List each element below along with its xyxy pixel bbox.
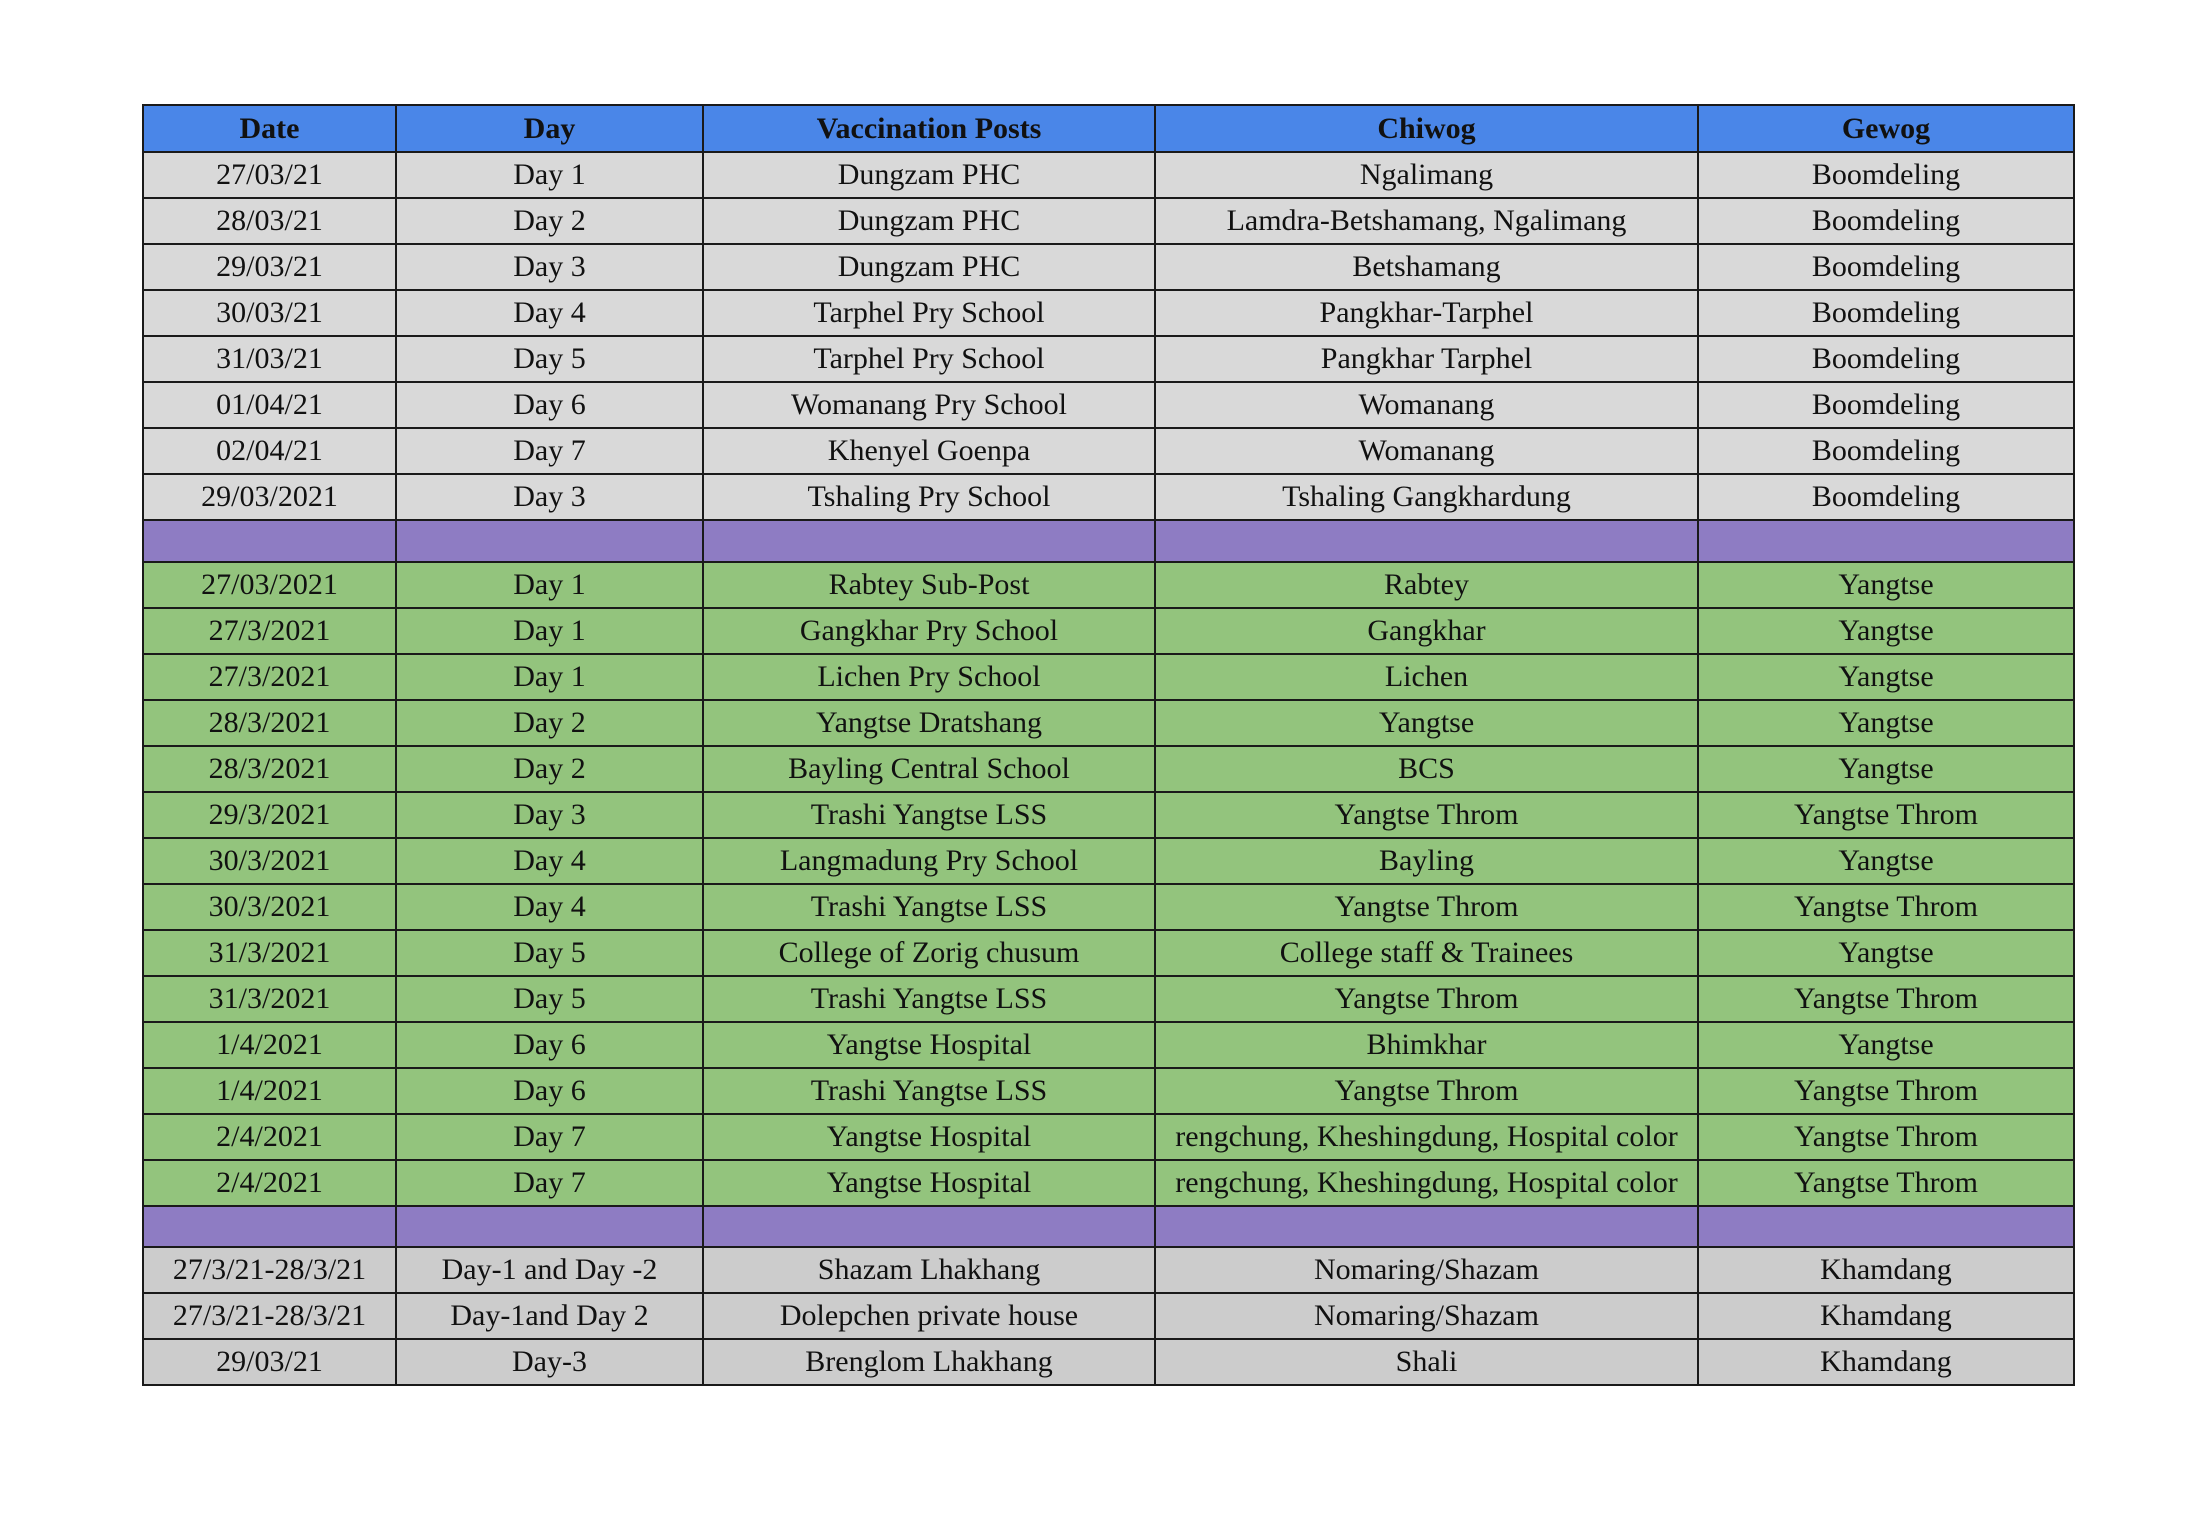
table-row — [143, 152, 2074, 198]
chiwog-cell: Yangtse — [1155, 700, 1698, 746]
table-row — [143, 930, 2074, 976]
table-row — [143, 608, 2074, 654]
table-row — [143, 474, 2074, 520]
day-cell: Day 6 — [396, 1022, 703, 1068]
table-row — [143, 244, 2074, 290]
day-cell: Day 4 — [396, 290, 703, 336]
gewog-cell: Yangtse Throm — [1698, 884, 2074, 930]
vaccination-post-cell: Brenglom Lhakhang — [703, 1339, 1155, 1385]
vaccination-post-cell: Trashi Yangtse LSS — [703, 884, 1155, 930]
chiwog-cell: Tshaling Gangkhardung — [1155, 474, 1698, 520]
day-cell: Day 2 — [396, 700, 703, 746]
chiwog-cell: Gangkhar — [1155, 608, 1698, 654]
gewog-cell: Boomdeling — [1698, 290, 2074, 336]
table-row — [143, 884, 2074, 930]
day-cell: Day 1 — [396, 562, 703, 608]
separator-cell — [1155, 520, 1698, 562]
vaccination-post-cell: Gangkhar Pry School — [703, 608, 1155, 654]
gewog-cell: Yangtse — [1698, 700, 2074, 746]
chiwog-cell: Ngalimang — [1155, 152, 1698, 198]
date-cell: 30/3/2021 — [143, 838, 396, 884]
day-cell: Day 3 — [396, 244, 703, 290]
date-cell: 2/4/2021 — [143, 1160, 396, 1206]
day-cell: Day 7 — [396, 1160, 703, 1206]
chiwog-cell: Pangkhar Tarphel — [1155, 336, 1698, 382]
gewog-cell: Yangtse — [1698, 746, 2074, 792]
gewog-cell: Boomdeling — [1698, 428, 2074, 474]
vaccination-post-cell: Shazam Lhakhang — [703, 1247, 1155, 1293]
table-row — [143, 976, 2074, 1022]
gewog-cell: Boomdeling — [1698, 474, 2074, 520]
table-row — [143, 562, 2074, 608]
vaccination-post-cell: Bayling Central School — [703, 746, 1155, 792]
date-cell: 1/4/2021 — [143, 1022, 396, 1068]
vaccination-post-cell: Lichen Pry School — [703, 654, 1155, 700]
chiwog-cell: Yangtse Throm — [1155, 792, 1698, 838]
day-cell: Day 2 — [396, 746, 703, 792]
vaccination-post-cell: Tarphel Pry School — [703, 336, 1155, 382]
date-cell: 27/3/2021 — [143, 654, 396, 700]
table-row — [143, 838, 2074, 884]
gewog-cell: Boomdeling — [1698, 336, 2074, 382]
gewog-cell: Khamdang — [1698, 1247, 2074, 1293]
day-cell: Day 3 — [396, 474, 703, 520]
header-chiwog: Chiwog — [1155, 105, 1698, 152]
gewog-cell: Yangtse Throm — [1698, 792, 2074, 838]
table-row — [143, 1339, 2074, 1385]
day-cell: Day 4 — [396, 838, 703, 884]
separator-cell — [143, 520, 396, 562]
chiwog-cell: Nomaring/Shazam — [1155, 1293, 1698, 1339]
chiwog-cell: Bayling — [1155, 838, 1698, 884]
separator-cell — [703, 1206, 1155, 1247]
vaccination-post-cell: Yangtse Hospital — [703, 1114, 1155, 1160]
gewog-cell: Yangtse — [1698, 1022, 2074, 1068]
vaccination-post-cell: Dungzam PHC — [703, 152, 1155, 198]
date-cell: 29/03/21 — [143, 244, 396, 290]
date-cell: 27/03/21 — [143, 152, 396, 198]
table-row — [143, 1022, 2074, 1068]
table-row — [143, 700, 2074, 746]
gewog-cell: Boomdeling — [1698, 198, 2074, 244]
date-cell: 31/3/2021 — [143, 930, 396, 976]
vaccination-post-cell: Trashi Yangtse LSS — [703, 1068, 1155, 1114]
vaccination-post-cell: Rabtey Sub-Post — [703, 562, 1155, 608]
table-body — [143, 152, 2074, 1385]
chiwog-cell: Yangtse Throm — [1155, 1068, 1698, 1114]
gewog-cell: Yangtse — [1698, 608, 2074, 654]
day-cell: Day 1 — [396, 654, 703, 700]
table-row — [143, 792, 2074, 838]
day-cell: Day 3 — [396, 792, 703, 838]
separator-cell — [396, 520, 703, 562]
chiwog-cell: Lichen — [1155, 654, 1698, 700]
chiwog-cell: Womanang — [1155, 428, 1698, 474]
vaccination-post-cell: Khenyel Goenpa — [703, 428, 1155, 474]
day-cell: Day 4 — [396, 884, 703, 930]
chiwog-cell: Yangtse Throm — [1155, 884, 1698, 930]
gewog-cell: Yangtse — [1698, 562, 2074, 608]
chiwog-cell: Pangkhar-Tarphel — [1155, 290, 1698, 336]
date-cell: 2/4/2021 — [143, 1114, 396, 1160]
chiwog-cell: Betshamang — [1155, 244, 1698, 290]
day-cell: Day 1 — [396, 608, 703, 654]
day-cell: Day 7 — [396, 428, 703, 474]
separator-cell — [143, 1206, 396, 1247]
gewog-cell: Yangtse — [1698, 930, 2074, 976]
header-vaccination-posts: Vaccination Posts — [703, 105, 1155, 152]
date-cell: 30/3/2021 — [143, 884, 396, 930]
date-cell: 31/3/2021 — [143, 976, 396, 1022]
vaccination-post-cell: Yangtse Dratshang — [703, 700, 1155, 746]
separator-cell — [1698, 1206, 2074, 1247]
chiwog-cell: Rabtey — [1155, 562, 1698, 608]
table-row — [143, 1114, 2074, 1160]
day-cell: Day 1 — [396, 152, 703, 198]
date-cell: 27/3/21-28/3/21 — [143, 1247, 396, 1293]
day-cell: Day-1 and Day -2 — [396, 1247, 703, 1293]
table-row — [143, 1247, 2074, 1293]
gewog-cell: Khamdang — [1698, 1293, 2074, 1339]
vaccination-schedule-table — [142, 104, 2075, 1386]
separator-cell — [703, 520, 1155, 562]
vaccination-post-cell: Trashi Yangtse LSS — [703, 792, 1155, 838]
date-cell: 28/3/2021 — [143, 746, 396, 792]
date-cell: 27/03/2021 — [143, 562, 396, 608]
date-cell: 31/03/21 — [143, 336, 396, 382]
vaccination-post-cell: Womanang Pry School — [703, 382, 1155, 428]
table-row — [143, 654, 2074, 700]
day-cell: Day-3 — [396, 1339, 703, 1385]
date-cell: 27/3/2021 — [143, 608, 396, 654]
table-row — [143, 746, 2074, 792]
date-cell: 29/3/2021 — [143, 792, 396, 838]
vaccination-post-cell: Langmadung Pry School — [703, 838, 1155, 884]
vaccination-post-cell: Dungzam PHC — [703, 198, 1155, 244]
group-separator-row — [143, 1206, 2074, 1247]
table-row — [143, 198, 2074, 244]
gewog-cell: Khamdang — [1698, 1339, 2074, 1385]
gewog-cell: Yangtse Throm — [1698, 1114, 2074, 1160]
date-cell: 28/3/2021 — [143, 700, 396, 746]
gewog-cell: Boomdeling — [1698, 244, 2074, 290]
table-row — [143, 1068, 2074, 1114]
vaccination-post-cell: Dungzam PHC — [703, 244, 1155, 290]
gewog-cell: Yangtse Throm — [1698, 1160, 2074, 1206]
table-row — [143, 428, 2074, 474]
day-cell: Day 6 — [396, 382, 703, 428]
chiwog-cell: Shali — [1155, 1339, 1698, 1385]
vaccination-post-cell: Yangtse Hospital — [703, 1160, 1155, 1206]
gewog-cell: Yangtse — [1698, 838, 2074, 884]
date-cell: 28/03/21 — [143, 198, 396, 244]
chiwog-cell: rengchung, Kheshingdung, Hospital color — [1155, 1114, 1698, 1160]
vaccination-post-cell: Yangtse Hospital — [703, 1022, 1155, 1068]
gewog-cell: Boomdeling — [1698, 382, 2074, 428]
day-cell: Day-1and Day 2 — [396, 1293, 703, 1339]
table-row — [143, 382, 2074, 428]
day-cell: Day 2 — [396, 198, 703, 244]
chiwog-cell: Bhimkhar — [1155, 1022, 1698, 1068]
separator-cell — [1155, 1206, 1698, 1247]
chiwog-cell: Lamdra-Betshamang, Ngalimang — [1155, 198, 1698, 244]
chiwog-cell: Yangtse Throm — [1155, 976, 1698, 1022]
vaccination-post-cell: Dolepchen private house — [703, 1293, 1155, 1339]
group-separator-row — [143, 520, 2074, 562]
vaccination-post-cell: Tarphel Pry School — [703, 290, 1155, 336]
table-row — [143, 290, 2074, 336]
date-cell: 29/03/21 — [143, 1339, 396, 1385]
gewog-cell: Boomdeling — [1698, 152, 2074, 198]
date-cell: 01/04/21 — [143, 382, 396, 428]
date-cell: 1/4/2021 — [143, 1068, 396, 1114]
header-date: Date — [143, 105, 396, 152]
table-row — [143, 1293, 2074, 1339]
date-cell: 02/04/21 — [143, 428, 396, 474]
gewog-cell: Yangtse — [1698, 654, 2074, 700]
header-row — [143, 105, 2074, 152]
chiwog-cell: BCS — [1155, 746, 1698, 792]
vaccination-post-cell: Trashi Yangtse LSS — [703, 976, 1155, 1022]
header-day: Day — [396, 105, 703, 152]
header-gewog: Gewog — [1698, 105, 2074, 152]
gewog-cell: Yangtse Throm — [1698, 976, 2074, 1022]
chiwog-cell: College staff & Trainees — [1155, 930, 1698, 976]
date-cell: 29/03/2021 — [143, 474, 396, 520]
chiwog-cell: rengchung, Kheshingdung, Hospital color — [1155, 1160, 1698, 1206]
day-cell: Day 5 — [396, 976, 703, 1022]
chiwog-cell: Nomaring/Shazam — [1155, 1247, 1698, 1293]
separator-cell — [1698, 520, 2074, 562]
vaccination-post-cell: College of Zorig chusum — [703, 930, 1155, 976]
table-row — [143, 1160, 2074, 1206]
chiwog-cell: Womanang — [1155, 382, 1698, 428]
day-cell: Day 5 — [396, 336, 703, 382]
date-cell: 30/03/21 — [143, 290, 396, 336]
day-cell: Day 7 — [396, 1114, 703, 1160]
day-cell: Day 5 — [396, 930, 703, 976]
separator-cell — [396, 1206, 703, 1247]
table-row — [143, 336, 2074, 382]
date-cell: 27/3/21-28/3/21 — [143, 1293, 396, 1339]
day-cell: Day 6 — [396, 1068, 703, 1114]
vaccination-post-cell: Tshaling Pry School — [703, 474, 1155, 520]
gewog-cell: Yangtse Throm — [1698, 1068, 2074, 1114]
